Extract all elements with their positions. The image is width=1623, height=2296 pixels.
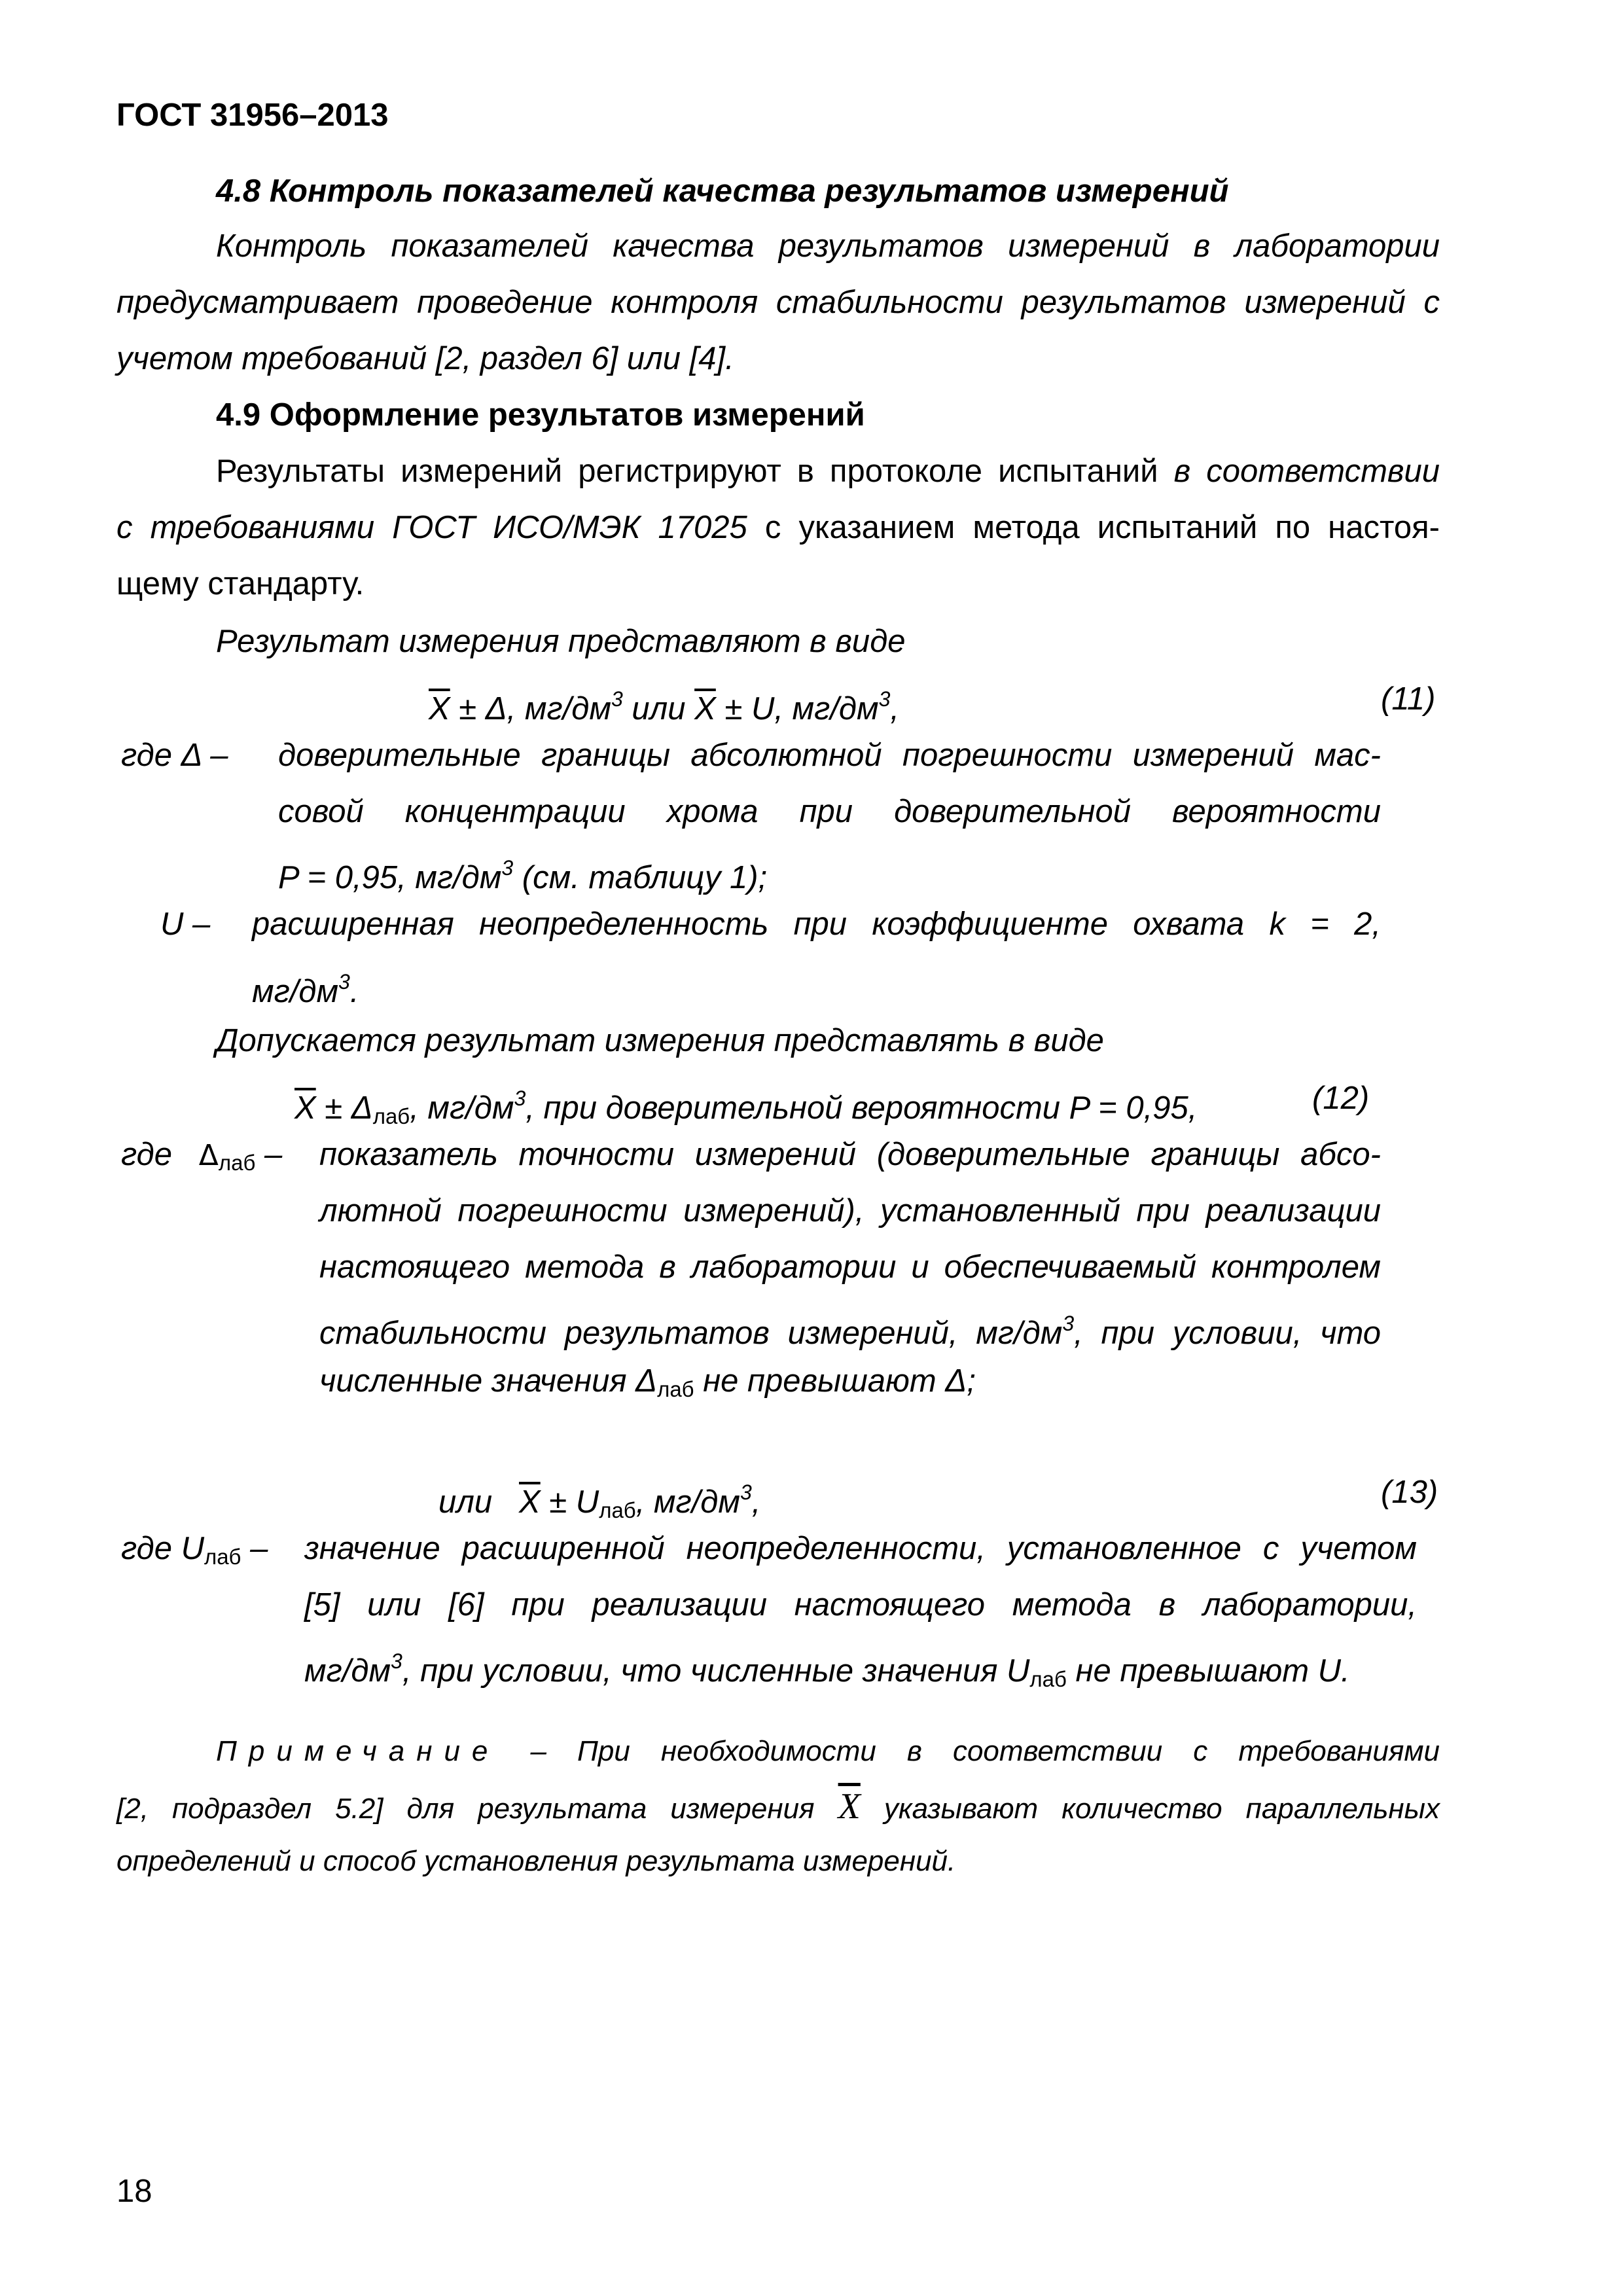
note-line-2-a: [2, подраздел 5.2] для результата измерения: [116, 1793, 815, 1825]
formula-12-number: (12): [1312, 1081, 1370, 1116]
section-4-9-line-2-italic: с требованиями ГОСТ ИСО/МЭК 17025: [116, 510, 747, 545]
section-4-8-line-2: предусматривает проведение контроля стабильности результатов измерений с: [116, 285, 1440, 320]
where-delta-line-3-sup: 3: [501, 856, 514, 880]
section-4-9-heading: 4.9 Оформление результатов измерений: [216, 397, 865, 433]
where-delta-line-3: [278, 848, 767, 897]
where-u-label: U –: [160, 906, 211, 942]
section-4-9-line-1-italic: в соответствии: [1173, 454, 1440, 489]
allowed-intro: Допускается результат измерения представлять в виде: [216, 1023, 1104, 1058]
where-delta-lab-dash: –: [255, 1137, 283, 1172]
formula-11: [429, 679, 899, 728]
where-delta-label: где Δ –: [121, 738, 228, 773]
section-4-8-heading: 4.8 Контроль показателей качества результатов измерений: [216, 173, 1229, 209]
where-u-lab-line-3-c: не превышают U.: [1066, 1653, 1350, 1689]
formula-13-sup: 3: [740, 1480, 752, 1504]
x-bar-symbol: $\overline{X}$: [838, 1786, 861, 1827]
note-label: Примечание: [216, 1735, 500, 1767]
section-4-9-line-1: [216, 452, 1440, 491]
formula-13-tail: ,: [751, 1484, 761, 1520]
formula-12-unit: , мг/дм: [410, 1090, 514, 1126]
section-4-8-line-3: учетом требований [2, раздел 6] или [4].: [116, 341, 734, 376]
where-delta-lab-line-4-b: , при условии, что: [1074, 1316, 1381, 1351]
x-bar-symbol: $\overline{X}$: [294, 1090, 316, 1126]
where-u-lab-line-3-b: , при условии, что численные значения U: [402, 1653, 1030, 1689]
where-delta-lab-line-5-sub: лаб: [657, 1377, 694, 1401]
note-line-1-text: – При необходимости в соответствии с требованиями: [499, 1735, 1440, 1767]
where-u-lab-label-word: где U: [121, 1531, 204, 1566]
where-delta-line-3-b: (см. таблицу 1);: [513, 860, 768, 895]
note-line-1: [216, 1732, 1440, 1771]
where-delta-line-1: доверительные границы абсолютной погрешности измерений мас-: [278, 738, 1381, 773]
where-delta-lab-line-5-b: не превышают Δ;: [694, 1363, 976, 1399]
formula-12-tail: , при доверительной вероятности P = 0,95,: [526, 1090, 1198, 1126]
formula-11-tail: ,: [890, 691, 900, 726]
formula-13-sub: лаб: [599, 1498, 636, 1522]
formula-11-sup-2: 3: [878, 687, 891, 711]
where-delta-lab-label: [121, 1135, 282, 1183]
formula-12-sup: 3: [514, 1086, 526, 1110]
formula-11-number: (11): [1381, 681, 1436, 717]
x-bar-symbol: $\overline{X}$: [429, 691, 450, 726]
section-4-9-line-2: [116, 508, 1440, 547]
section-4-9-line-1-text: Результаты измерений регистрируют в протоколе испытаний: [216, 454, 1158, 489]
document-code: ГОСТ 31956–2013: [116, 98, 389, 133]
where-u-lab-line-3: [304, 1641, 1350, 1699]
where-u-line-2-sup: 3: [338, 970, 350, 994]
where-delta-lab-line-4-sup: 3: [1062, 1312, 1075, 1335]
where-u-lab-line-3-sup: 3: [391, 1649, 402, 1673]
formula-13-pm: ± U: [540, 1484, 599, 1520]
formula-13-number: (13): [1381, 1475, 1438, 1510]
section-4-9-line-3: щему стандарту.: [116, 566, 365, 601]
formula-11-or: или: [622, 691, 695, 726]
note-line-2-b: указывают количество параллельных: [883, 1793, 1440, 1825]
where-delta-lab-line-4: [319, 1304, 1381, 1353]
where-u-line-1: расширенная неопределенность при коэффициенте охвата k = 2,: [252, 906, 1381, 942]
where-delta-lab-sub: лаб: [218, 1151, 256, 1175]
where-u-line-2-a: мг/дм: [252, 974, 339, 1009]
formula-12: [294, 1079, 1197, 1136]
formula-11-part-1: ± Δ, мг/дм: [450, 691, 611, 726]
where-u-lab-sub: лаб: [204, 1545, 241, 1569]
page-number: 18: [116, 2174, 152, 2209]
where-u-lab-label: [121, 1529, 268, 1577]
result-intro: Результат измерения представляют в виде: [216, 624, 906, 659]
formula-12-sub: лаб: [372, 1104, 410, 1128]
formula-13-or: или: [438, 1484, 493, 1520]
where-delta-lab-line-4-a: стабильности результатов измерений, мг/дм: [319, 1316, 1063, 1351]
where-delta-lab-line-5-a: численные значения Δ: [319, 1363, 658, 1399]
formula-13-unit: , мг/дм: [635, 1484, 740, 1520]
delta-symbol: Δ: [198, 1139, 219, 1172]
where-u-lab-line-2: [5] или [6] при реализации настоящего метода в лаборатории,: [304, 1587, 1417, 1623]
where-delta-lab-line-1: показатель точности измерений (доверительные границы абсо-: [319, 1137, 1381, 1172]
formula-11-part-2: ± U, мг/дм: [715, 691, 879, 726]
section-4-9-line-2-text: с указанием метода испытаний по настоя-: [764, 510, 1440, 545]
formula-12-pm: ± Δ: [315, 1090, 373, 1126]
where-delta-lab-line-3: настоящего метода в лаборатории и обеспечиваемый контролем: [319, 1249, 1381, 1285]
where-u-lab-line-3-a: мг/дм: [304, 1653, 391, 1689]
section-4-8-line-1: Контроль показателей качества результатов измерений в лаборатории: [216, 228, 1440, 264]
formula-11-sup-1: 3: [611, 687, 623, 711]
formula-13: [438, 1473, 760, 1530]
note-line-3: определений и способ установления результата измерений.: [116, 1845, 956, 1877]
where-u-line-2-b: .: [349, 974, 359, 1009]
x-bar-symbol: $\overline{X}$: [694, 691, 716, 726]
where-delta-line-2: совой концентрации хрома при доверительной вероятности: [278, 794, 1381, 829]
where-u-line-2: [252, 962, 359, 1011]
x-bar-symbol: $\overline{X}$: [518, 1484, 541, 1520]
where-u-lab-line-3-sub: лаб: [1029, 1667, 1067, 1691]
note-line-2: [116, 1787, 1440, 1829]
where-delta-line-3-a: P = 0,95, мг/дм: [278, 860, 502, 895]
where-delta-lab-label-word: где: [121, 1137, 172, 1172]
where-u-lab-line-1: значение расширенной неопределенности, установленное с учетом: [304, 1531, 1417, 1566]
where-delta-lab-line-5: [319, 1361, 976, 1409]
where-delta-lab-line-2: лютной погрешности измерений), установленный при реализации: [319, 1193, 1381, 1229]
where-u-lab-dash: –: [241, 1531, 268, 1566]
